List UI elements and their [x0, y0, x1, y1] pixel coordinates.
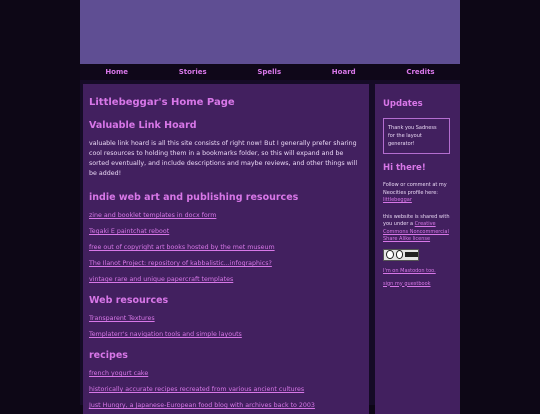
license-label: this website is shared with you under a — [383, 213, 450, 227]
section-heading-web: Web resources — [89, 295, 169, 306]
mastodon-link[interactable]: I'm on Mastodon too. — [383, 267, 436, 274]
updates-heading: Updates — [383, 99, 423, 109]
cc-license-badge[interactable] — [383, 249, 419, 261]
link-item[interactable]: zine and booklet templates in docx form — [89, 212, 217, 219]
nc-sa-icon — [405, 252, 418, 257]
link-item[interactable]: french yogurt cake — [89, 370, 149, 377]
guestbook-link[interactable]: sign my guestbook — [383, 280, 431, 287]
nav-home[interactable]: Home — [105, 68, 129, 76]
nav-spells[interactable]: Spells — [257, 68, 282, 76]
link-item[interactable]: Tegaki E paintchat reboot — [89, 228, 170, 235]
link-item[interactable]: historically accurate recipes recreated from various ancient cultures — [89, 386, 305, 393]
nav-hoard[interactable]: Hoard — [331, 68, 356, 76]
link-item[interactable]: Templaterr's navigation tools and simple layouts — [89, 331, 242, 338]
header-banner — [80, 0, 460, 64]
hoard-heading: Valuable Link Hoard — [89, 120, 197, 131]
link-item[interactable]: The Ilanot Project: repository of kabbalistic...infographics? — [89, 260, 272, 267]
section-heading-art: indie web art and publishing resources — [89, 192, 299, 203]
by-icon — [396, 250, 404, 259]
follow-text — [383, 182, 453, 205]
updates-box: Thank you Sadness for the layout generator! — [383, 118, 450, 154]
follow-label: Follow or comment at my Neocities profile here: — [383, 182, 447, 196]
link-list-web — [89, 315, 363, 338]
main-content — [83, 84, 369, 414]
nav-stories[interactable]: Stories — [178, 68, 207, 76]
cc-icon — [386, 250, 394, 259]
hi-heading: Hi there! — [383, 163, 426, 173]
top-nav — [80, 64, 460, 80]
link-item[interactable]: vintage rare and unique papercraft templates — [89, 276, 234, 283]
profile-link[interactable]: littlebeggar — [383, 197, 412, 203]
link-item[interactable]: Transparent Textures — [89, 315, 155, 322]
intro-paragraph: valuable link hoard is all this site consists of right now! But I generally prefer sharing cool resources to holding them in a bookmarks folder, so this will expand and be sorted eventually, and include descriptions and maybe reviews, and other things will be added! — [89, 140, 358, 177]
license-link[interactable]: Creative Commons Noncommercial Share Alike license — [383, 221, 449, 242]
link-item[interactable]: Just Hungry, a Japanese-European food blog with archives back to 2003 — [89, 402, 315, 409]
link-list-art — [89, 212, 363, 283]
sidebar — [375, 84, 460, 414]
section-heading-recipes: recipes — [89, 350, 128, 361]
page-title: Littlebeggar's Home Page — [89, 97, 235, 108]
link-item[interactable]: free out of copyright art books hosted by the met museum — [89, 244, 275, 251]
license-text — [383, 214, 453, 244]
nav-credits[interactable]: Credits — [406, 68, 435, 76]
link-list-recipes — [89, 370, 363, 409]
